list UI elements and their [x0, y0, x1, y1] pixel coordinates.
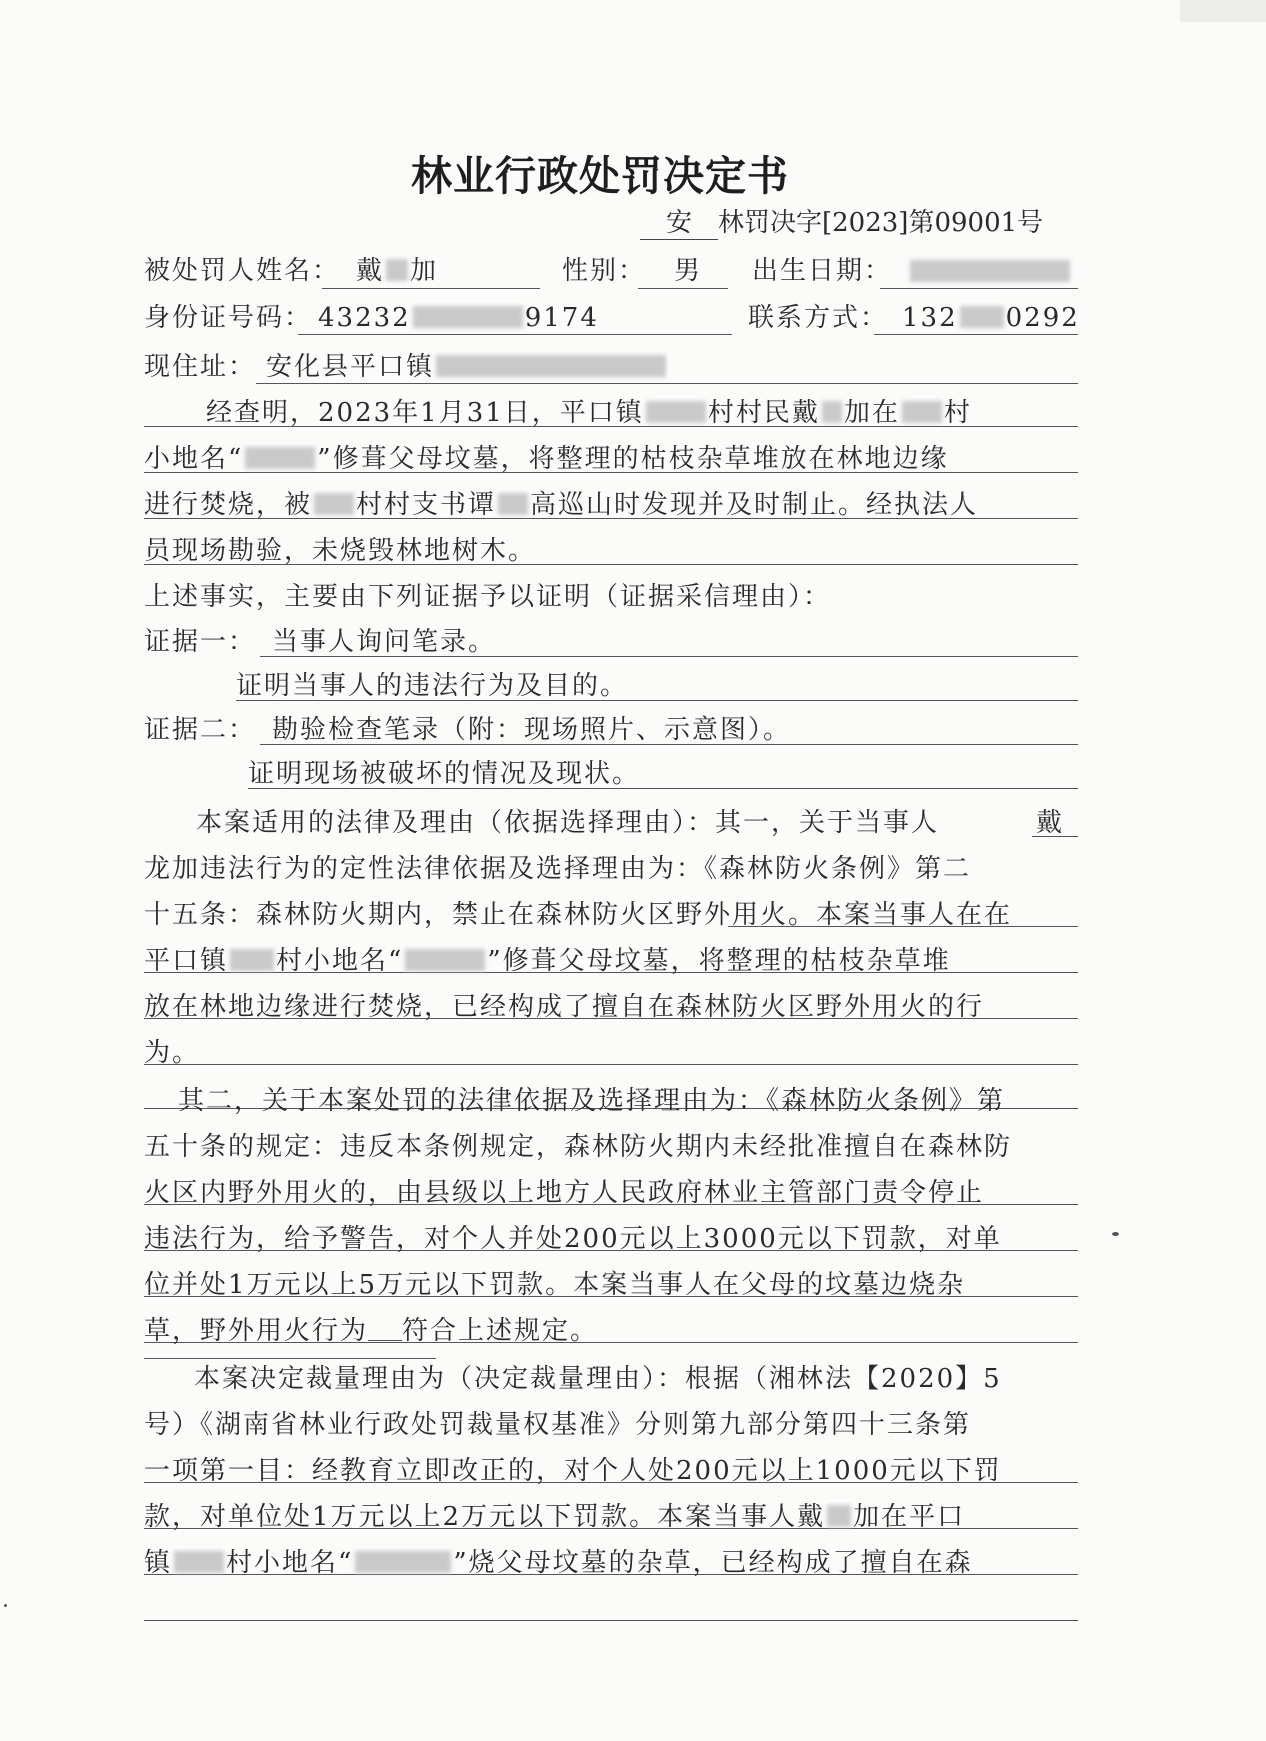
law2-line-2: 五十条的规定：违反本条例规定，森林防火期内未经批准擅自在森林防: [144, 1132, 1013, 1162]
discretion-line-1: 本案决定裁量理由为（决定裁量理由）：根据（湘林法【2020】5: [194, 1364, 1002, 1394]
address-label: 现住址：: [144, 352, 257, 382]
law1-name-end: 戴: [1036, 808, 1065, 838]
birth-field: [880, 248, 1078, 289]
law1-line-6: 为。: [144, 1038, 201, 1068]
redaction: [960, 306, 1004, 328]
law2-line-1: 其二，关于本案处罚的法律依据及选择理由为：《森林防火条例》第: [178, 1086, 1006, 1116]
redaction: [245, 447, 315, 469]
contact-field: [874, 294, 1078, 335]
evidence-1-proof: 证明当事人的违法行为及目的。: [236, 671, 629, 701]
law2-line-3: 火区内野外用火的，由县级以上地方人民政府林业主管部门责令停止: [144, 1178, 985, 1208]
evidence-2-field: [260, 704, 1078, 745]
redaction: [498, 493, 528, 515]
address-value: 安化县平口镇: [266, 352, 668, 382]
scan-corner-shadow: [1180, 0, 1266, 22]
redaction: [314, 493, 354, 515]
discretion-line-3: 一项第一目：经教育立即改正的，对个人处200元以上1000元以下罚: [144, 1456, 1002, 1486]
id-label: 身份证号码：: [144, 303, 313, 333]
evidence-2-label: 证据二：: [144, 715, 257, 745]
redaction: [386, 259, 408, 281]
scan-speck: [4, 1604, 7, 1607]
redaction: [355, 1551, 451, 1573]
evidence-intro: 上述事实，主要由下列证据予以证明（证据采信理由）：: [144, 582, 832, 612]
law1-line-2: 龙加违法行为的定性法律依据及选择理由为：《森林防火条例》第二: [144, 854, 972, 884]
law1-line-1: 本案适用的法律及理由（依据选择理由）：其一，关于当事人: [196, 808, 940, 838]
redaction: [646, 401, 706, 423]
redaction: [902, 401, 942, 423]
rule-line: [144, 1580, 1078, 1621]
gender-label: 性别：: [562, 256, 647, 286]
name-field: [322, 248, 540, 289]
redaction: [827, 1505, 851, 1527]
gender-value: 男: [674, 256, 703, 286]
gender-field: [638, 248, 728, 289]
law1-line-5: 放在林地边缘进行焚烧，已经构成了擅自在森林防火区野外用火的行: [144, 992, 985, 1022]
rule-line: [144, 1318, 436, 1359]
facts-line-1: 经查明，2023年1月31日，平口镇 村村民戴 加在 村: [206, 398, 972, 428]
redaction: [413, 306, 523, 328]
discretion-line-2: 号）《湖南省林业行政处罚裁量权基准》分则第九部分第四十三条第: [144, 1410, 972, 1440]
facts-line-4: 员现场勘验，未烧毁林地树木。: [144, 536, 537, 566]
facts-line-2: 小地名“ ”修葺父母坟墓，将整理的枯枝杂草堆放在林地边缘: [144, 444, 949, 474]
contact-label: 联系方式：: [748, 303, 889, 333]
doc-agency-code: 安: [640, 202, 718, 240]
discretion-line-5: 镇 村小地名“ ”烧父母坟墓的杂草，已经构成了擅自在森: [144, 1548, 973, 1578]
evidence-1-proof-field: [236, 660, 1078, 701]
facts-line-3: 进行焚烧，被 村村支书谭 高巡山时发现并及时制止。经执法人: [144, 490, 979, 520]
evidence-1-text: 当事人询问笔录。: [272, 627, 497, 657]
discretion-line-4: 款，对单位处1万元以上2万元以下罚款。本案当事人戴 加在平口: [144, 1502, 966, 1532]
redaction: [230, 949, 274, 971]
phone-value: 132 0292: [902, 303, 1080, 333]
doc-number-text: 林罚决字[2023]第09001号: [718, 208, 1044, 238]
redaction: [405, 949, 485, 971]
evidence-2-text: 勘验检查笔录（附：现场照片、示意图）。: [272, 715, 792, 745]
evidence-1-field: [260, 616, 1078, 657]
evidence-2-proof-field: [248, 748, 1078, 789]
birth-label: 出生日期：: [752, 256, 893, 286]
document-number: [640, 202, 1043, 240]
evidence-1-label: 证据一：: [144, 627, 257, 657]
rule-line: [144, 1024, 1078, 1065]
law2-line-6: 草，野外用火行为 符合上述规定。: [144, 1316, 599, 1346]
redaction: [436, 355, 666, 377]
law1-line-3: 十五条：森林防火期内，禁止在森林防火区野外用火。本案当事人在在: [144, 900, 1013, 930]
law2-line-4: 违法行为，给予警告，对个人并处200元以上3000元以下罚款，对单: [144, 1224, 1002, 1254]
id-value: 43232 9174: [318, 303, 599, 333]
redaction: [910, 260, 1070, 282]
law2-line-5: 位并处1万元以上5万元以下罚款。本案当事人在父母的坟墓边烧杂: [144, 1270, 966, 1300]
law1-line-4: 平口镇 村小地名“ ”修葺父母坟墓，将整理的枯枝杂草堆: [144, 946, 951, 976]
document-title: 林业行政处罚决定书: [411, 152, 789, 200]
scan-speck: [1112, 1232, 1119, 1236]
redaction: [822, 401, 842, 423]
name-value: 戴 加: [356, 256, 439, 286]
law1-name-field: [1032, 796, 1078, 837]
redaction: [174, 1551, 224, 1573]
id-field: [298, 294, 732, 335]
name-label: 被处罚人姓名：: [144, 256, 341, 286]
address-field: [256, 343, 1078, 384]
evidence-2-proof: 证明现场被破坏的情况及现状。: [248, 759, 641, 789]
